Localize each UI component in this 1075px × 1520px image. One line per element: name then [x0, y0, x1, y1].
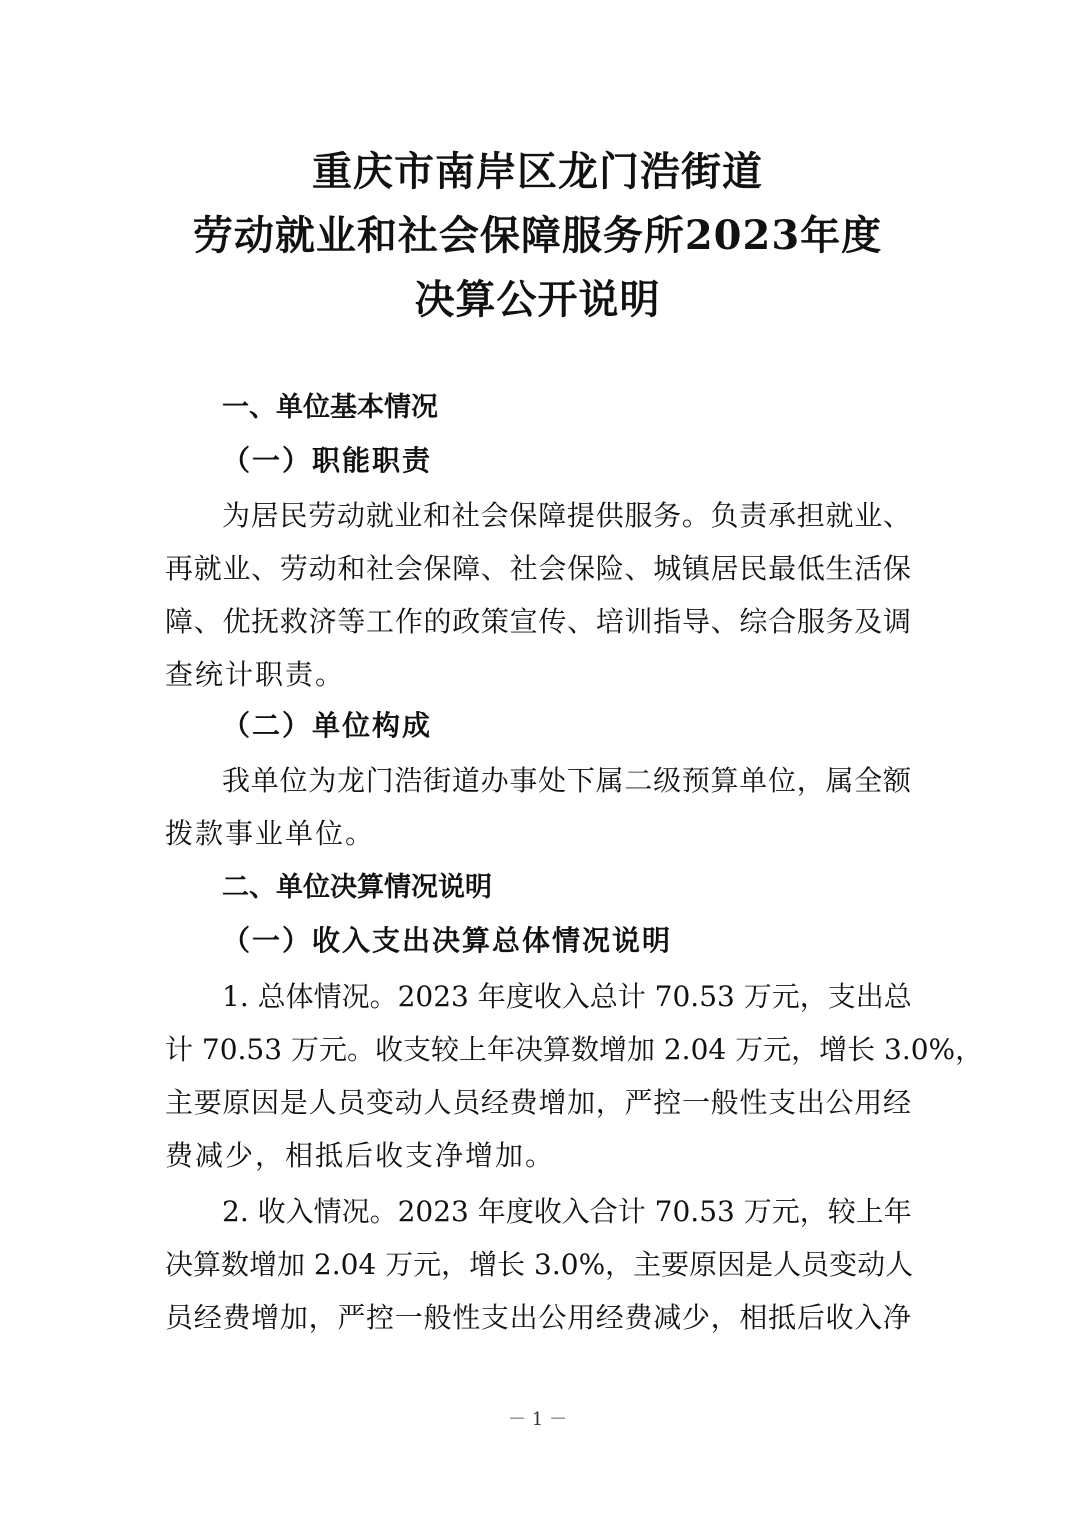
- text-line: 再就业、劳动和社会保障、社会保险、城镇居民最低生活保: [165, 552, 911, 585]
- subheading-income-expense-overview: （一）收入支出决算总体情况说明: [222, 924, 673, 957]
- title-line-1: 重庆市南岸区龙门浩街道: [312, 148, 763, 195]
- paragraph-functions: [165, 489, 911, 701]
- text-line: 费减少，相抵后收支净增加。: [165, 1139, 556, 1172]
- document-title: [0, 140, 1075, 332]
- text-line: 2. 收入情况。2023 年度收入合计 70.53 万元，较上年: [222, 1195, 912, 1228]
- text-line: 决算数增加 2.04 万元，增长 3.0%，主要原因是人员变动人: [165, 1248, 914, 1281]
- page-number: － 1 －: [508, 1409, 567, 1430]
- text-line: 我单位为龙门浩街道办事处下属二级预算单位，属全额: [222, 764, 911, 797]
- section-heading-final-accounts: 二、单位决算情况说明: [222, 872, 492, 903]
- text-line: 拨款事业单位。: [165, 817, 376, 850]
- paragraph-overall: [165, 970, 984, 1182]
- paragraph-income: [165, 1185, 914, 1344]
- text-line: 1. 总体情况。2023 年度收入总计 70.53 万元，支出总: [222, 980, 912, 1013]
- subheading-composition: （二）单位构成: [222, 709, 433, 742]
- text-line: 员经费增加，严控一般性支出公用经费减少，相抵后收入净: [165, 1301, 911, 1334]
- section-heading-basic-info: 一、单位基本情况: [222, 392, 438, 423]
- title-line-2: 劳动就业和社会保障服务所2023年度: [192, 212, 883, 259]
- paragraph-composition: [165, 754, 911, 860]
- text-line: 为居民劳动就业和社会保障提供服务。负责承担就业、: [222, 499, 911, 532]
- subheading-functions: （一）职能职责: [222, 444, 433, 477]
- text-line: 计 70.53 万元。收支较上年决算数增加 2.04 万元，增长 3.0%，: [165, 1033, 984, 1066]
- text-line: 查统计职责。: [165, 658, 346, 691]
- text-line: 主要原因是人员变动人员经费增加，严控一般性支出公用经: [165, 1086, 911, 1119]
- title-line-3: 决算公开说明: [414, 276, 661, 323]
- text-line: 障、优抚救济等工作的政策宣传、培训指导、综合服务及调: [165, 605, 911, 638]
